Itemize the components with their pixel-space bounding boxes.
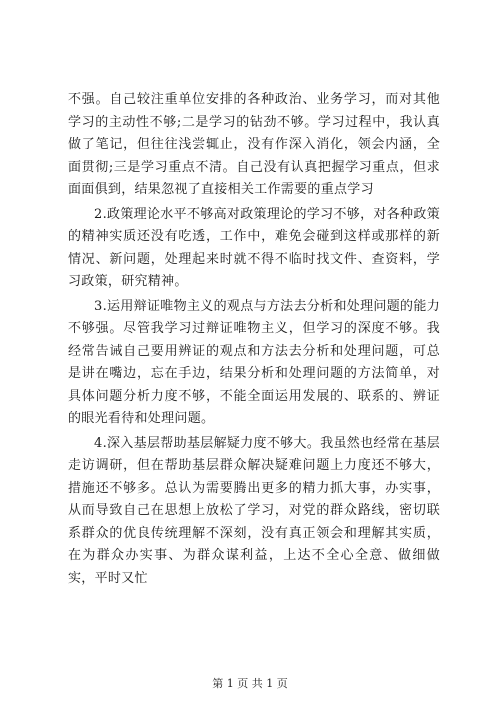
- document-body: [68, 89, 440, 592]
- paragraph-continuation: 不强。自己较注重单位安排的各种政治、业务学习，而对其他学习的主动性不够;二是学习的钻劲不够。学习过程中，我认真做了笔记，但往往浅尝辄止，没有作深入消化，领会内涵，全面贯彻;三是学习重点不清。自己没有认真把握学习重点，但求面面俱到，结果忽视了直接相关工作需要的重点学习: [68, 92, 440, 197]
- page-footer: 第 1 页 共 1 页: [212, 677, 288, 690]
- paragraph-item-4: 4.深入基层帮助基层解疑力度不够大。我虽然也经常在基层走访调研，但在帮助基层群众解决疑难问题上力度还不够大，措施还不够多。总认为需要腾出更多的精力抓大事，办实事，从而导致自己在思想上放松了学习，对党的群众路线，密切联系群众的优良传统理解不深刻，没有真正领会和理解其实质，在为群众办实事、为群众谋利益，上达不全心全意、做细做实，平时又忙: [68, 435, 440, 586]
- paragraph-item-2: 2.政策理论水平不够高对政策理论的学习不够，对各种政策的精神实质还没有吃透，工作中，难免会碰到这样或那样的新情况、新问题，处理起来时就不得不临时找文件、查资料，学习政策，研究精神。: [68, 206, 440, 289]
- paragraph-item-3: 3.运用辩证唯物主义的观点与方法去分析和处理问题的能力不够强。尽管我学习过辩证唯物主义，但学习的深度不够。我经常告诫自己要用辨证的观点和方法去分析和处理问题，可总是讲在嘴边，忘在手边，结果分析和处理问题的方法简单，对具体问题分析力度不够，不能全面运用发展的、联系的、辨证的眼光看待和处理问题。: [68, 298, 440, 426]
